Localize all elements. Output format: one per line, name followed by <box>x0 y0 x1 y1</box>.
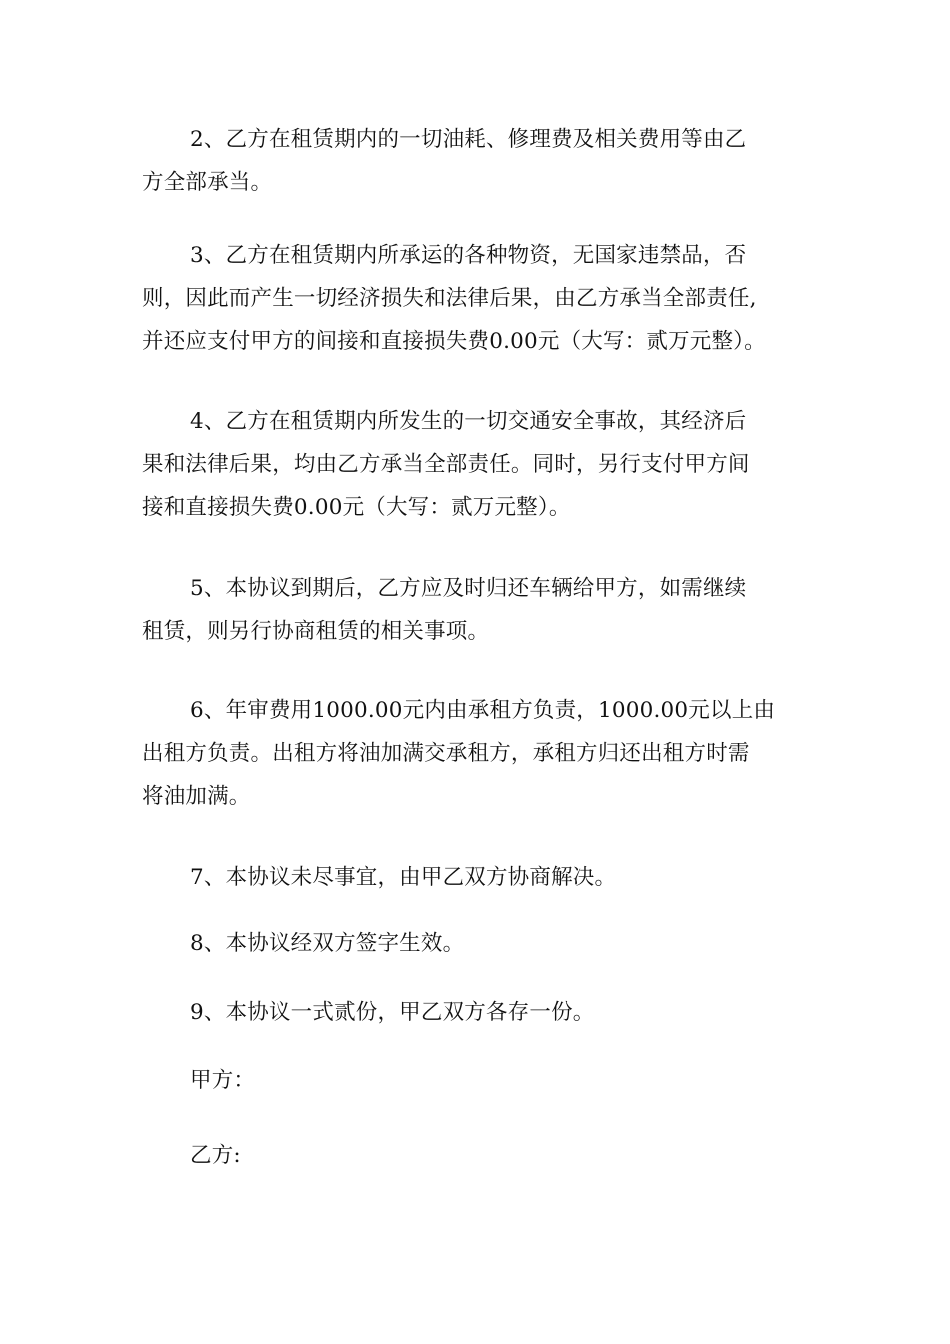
clause-line: 8、本协议经双方签字生效。 <box>190 931 465 956</box>
clause-6 <box>142 689 812 818</box>
clause-line: 7、本协议未尽事宜，由甲乙双方协商解决。 <box>190 865 617 890</box>
clause-line: 3、乙方在租赁期内所承运的各种物资，无国家违禁品，否 <box>190 243 747 268</box>
clause-line: 并还应支付甲方的间接和直接损失费0.00元（大写：贰万元整）。 <box>142 329 766 354</box>
party-a-label: 甲方： <box>190 1068 256 1093</box>
clause-line: 4、乙方在租赁期内所发生的一切交通安全事故，其经济后 <box>190 409 747 434</box>
clause-7 <box>142 856 812 899</box>
clause-5 <box>142 567 812 653</box>
clause-2 <box>142 118 812 204</box>
clause-line: 2、乙方在租赁期内的一切油耗、修理费及相关费用等由乙 <box>190 127 747 152</box>
clause-line: 则，因此而产生一切经济损失和法律后果，由乙方承当全部责任, <box>142 286 757 311</box>
clause-line: 出租方负责。出租方将油加满交承租方，承租方归还出租方时需 <box>142 741 750 766</box>
clause-line: 将油加满。 <box>142 784 251 809</box>
clause-line: 5、本协议到期后，乙方应及时归还车辆给甲方，如需继续 <box>190 576 747 601</box>
party-b-signature-label <box>142 1134 812 1177</box>
clause-line: 接和直接损失费0.00元（大写：贰万元整）。 <box>142 495 571 520</box>
clause-9 <box>142 991 812 1034</box>
clause-3 <box>142 234 812 363</box>
party-a-signature-label <box>142 1059 812 1102</box>
clause-line: 租赁，则另行协商租赁的相关事项。 <box>142 619 490 644</box>
clause-line: 果和法律后果，均由乙方承当全部责任。同时，另行支付甲方间 <box>142 452 750 477</box>
clause-line: 6、年审费用1000.00元内由承租方负责，1000.00元以上由 <box>190 698 776 723</box>
clause-line: 9、本协议一式贰份，甲乙双方各存一份。 <box>190 1000 595 1025</box>
party-b-label: 乙方: <box>190 1143 241 1168</box>
clause-line: 方全部承当。 <box>142 170 273 195</box>
clause-8 <box>142 922 812 965</box>
clause-4 <box>142 400 812 529</box>
